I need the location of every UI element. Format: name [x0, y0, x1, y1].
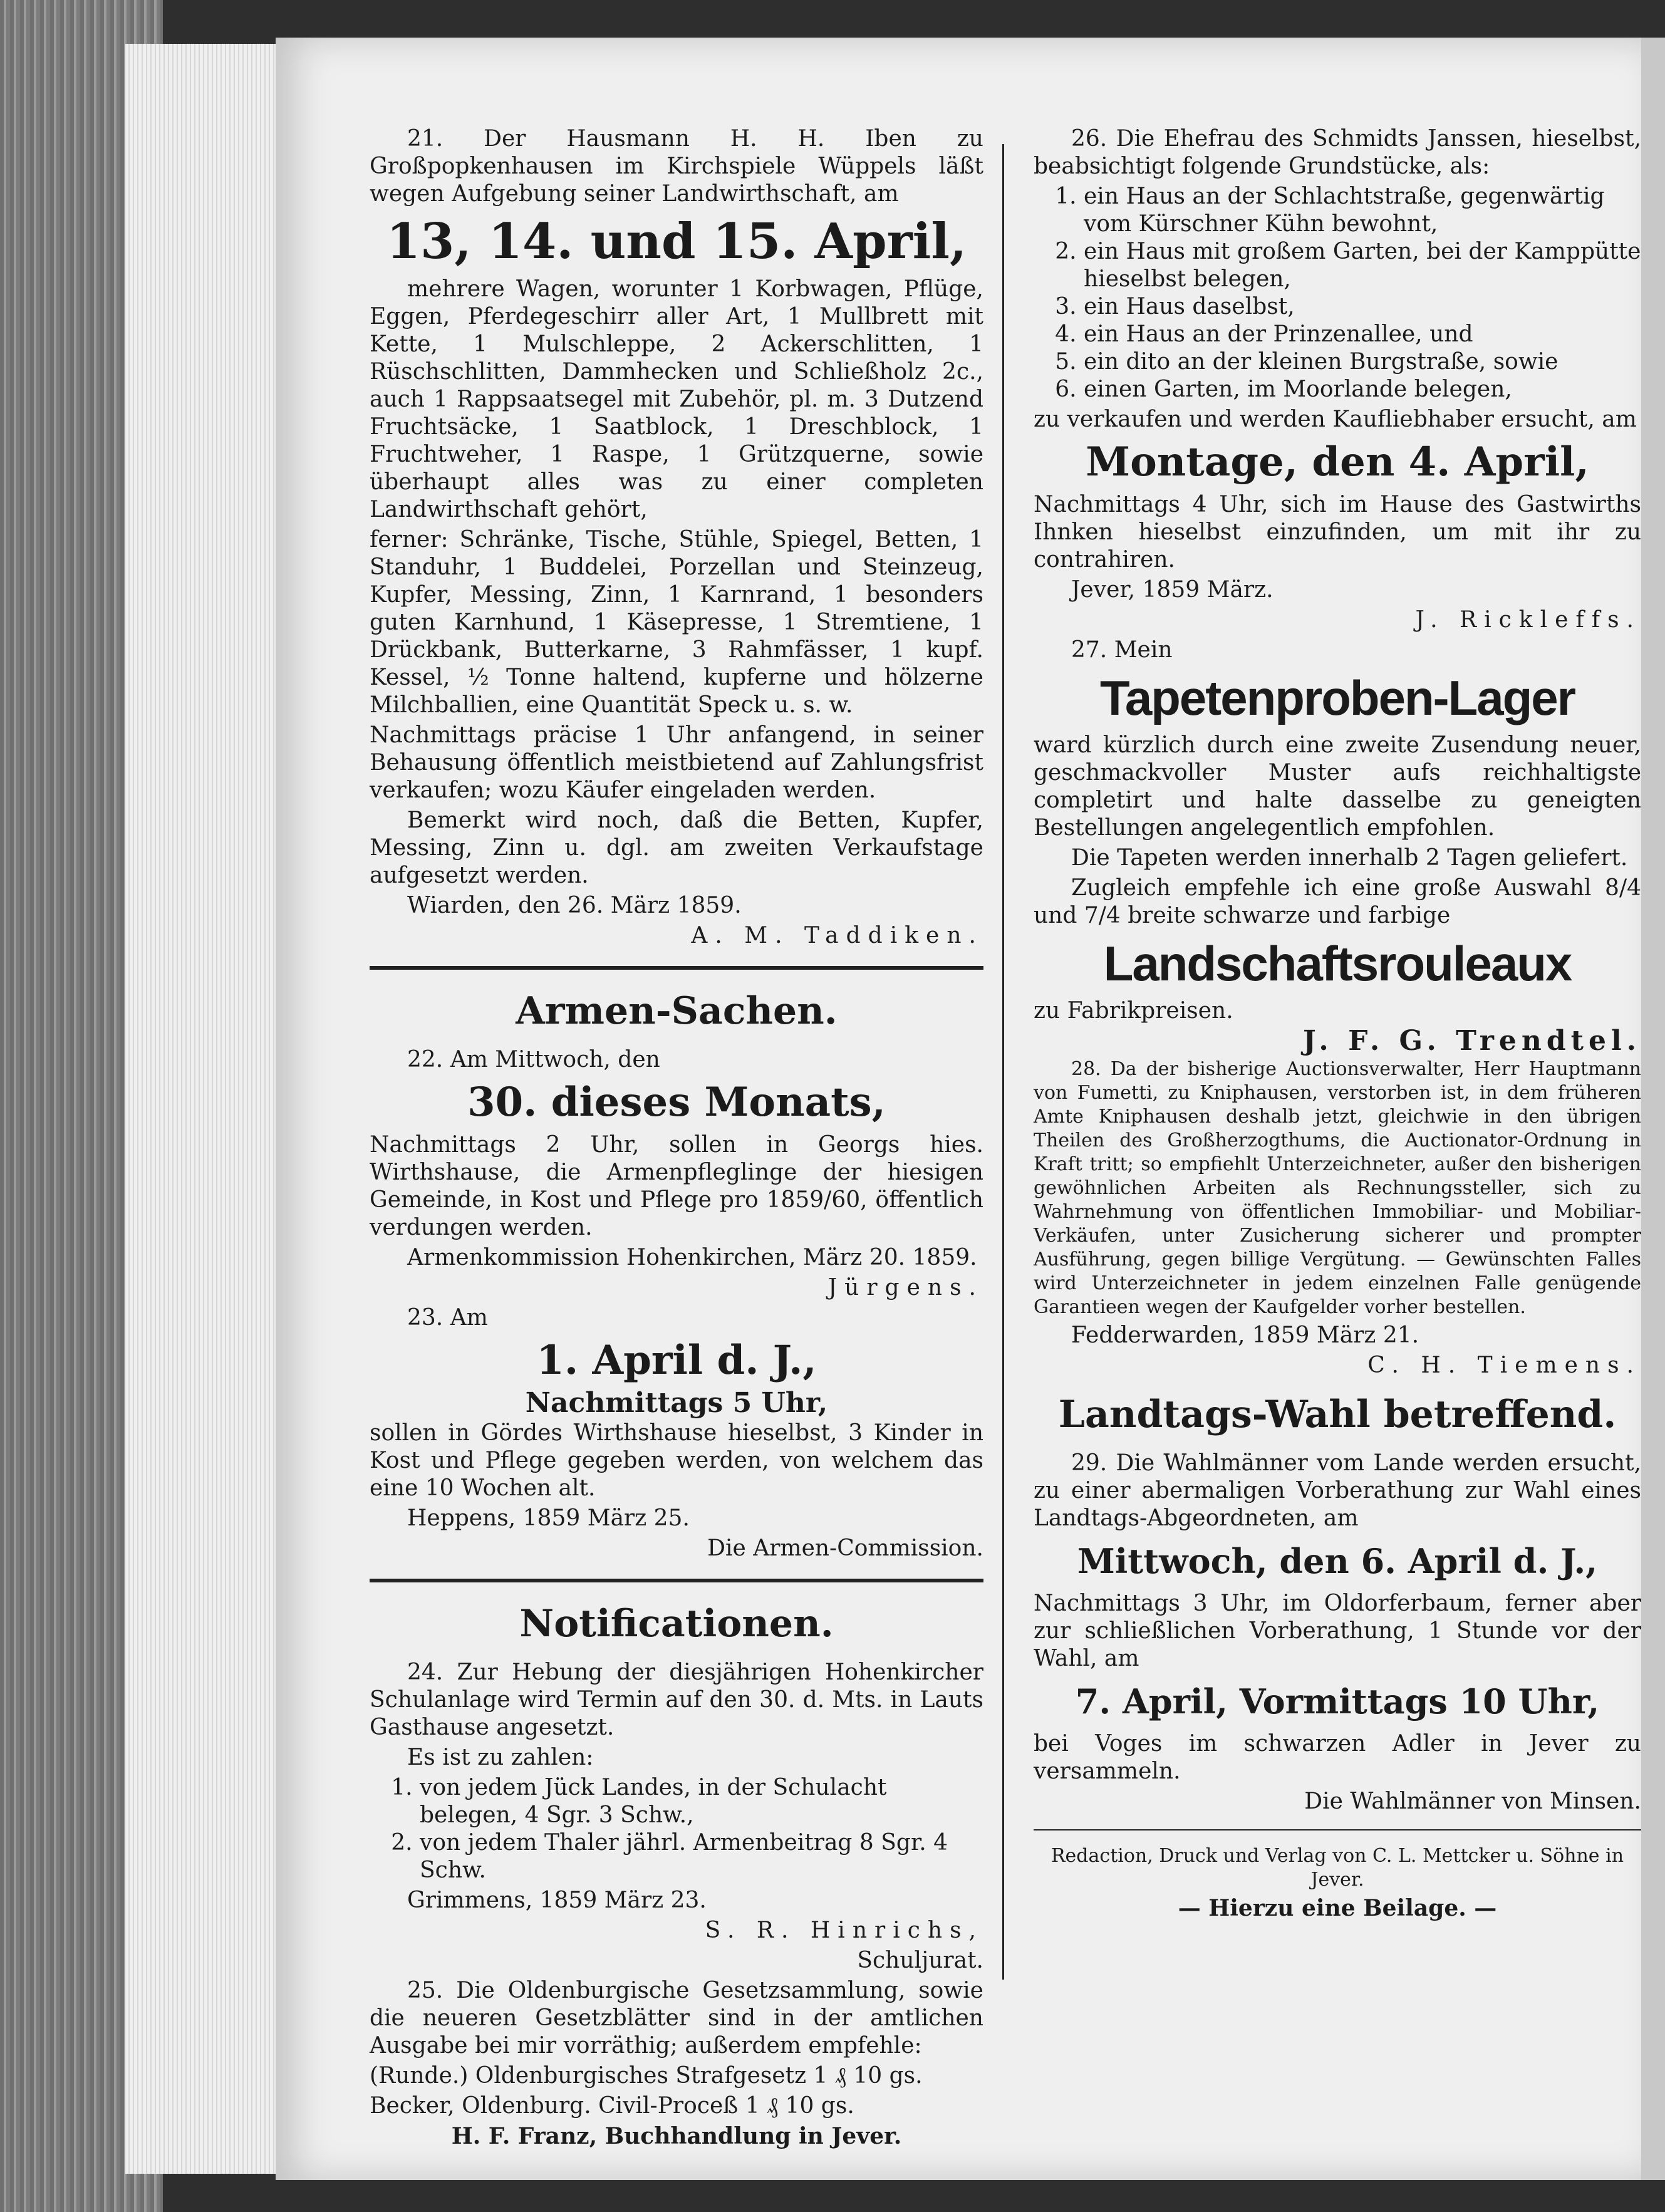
- notice-21-intro: 21. Der Hausmann H. H. Iben zu Großpopkenhausen im Kirchspiele Wüppels läßt wegen Aufgebung seiner Landwirthschaft, am: [370, 126, 983, 207]
- notice-29-date1: Mittwoch, den 6. April d. J.,: [1077, 1541, 1597, 1581]
- list-item: 3. ein Haus daselbst,: [1084, 293, 1641, 321]
- notice-29-body: Nachmittags 3 Uhr, im Oldorferbaum, ferner aber zur schließlichen Vorberathung, 1 Stunde vor der Wahl, am: [1034, 1591, 1641, 1671]
- notice-23-intro: 23. Am: [407, 1305, 488, 1331]
- notice-27-price: zu Fabrikpreisen.: [1034, 998, 1233, 1024]
- notice-26-signature: J. Rickleffs.: [1415, 607, 1641, 633]
- notice-28: [1034, 1057, 1641, 1379]
- list-item: 5. ein dito an der kleinen Burgstraße, sowie: [1084, 348, 1641, 376]
- imprint: Redaction, Druck und Verlag von C. L. Mettcker u. Söhne in Jever.: [1050, 1845, 1624, 1891]
- notice-26-place-date: Jever, 1859 März.: [1071, 577, 1273, 603]
- notice-27-headline: Tapetenproben-Lager: [1100, 670, 1575, 725]
- notice-22-body: Nachmittags 2 Uhr, sollen in Georgs hies. Wirthshause, die Armenpfleglinge der hiesigen Gemeinde, in Kost und Pflege pro 1859/60, öffentlich verdungen werden.: [370, 1132, 983, 1240]
- notice-28-body: 28. Da der bisherige Auctionsverwalter, Herr Hauptmann von Fumetti, zu Kniphausen, verstorben ist, in dem früheren Amte Kniphausen deshalb jetzt, gleichwie in den übrigen Theilen des Großherzogthums, die Auctionator-Ordnung in Kraft tritt; so empfiehlt Unterzeichneter, außer den bisherigen gewöhnlichen Arbeiten als Rechnungssteller, sich zu Wahrnehmung von öffentlichen Immobiliar- und Mobiliar-Verkäufen, unter Zusicherung sicherer und prompter Ausführung, gegen billige Vergütung. — Gewünschten Falles wird Unterzeichneter in jedem einzelnen Falle genügende Garantieen wegen der Kaufgelder vorher bestellen.: [1034, 1058, 1641, 1318]
- notice-29-signature: Die Wahlmänner von Minsen.: [1304, 1789, 1641, 1814]
- notice-29-date2: 7. April, Vormittags 10 Uhr,: [1075, 1681, 1600, 1721]
- notice-22-place-date: Armenkommission Hohenkirchen, März 20. 1859.: [407, 1245, 977, 1270]
- notice-29-intro: 29. Die Wahlmänner vom Lande werden ersucht, zu einer abermaligen Vorberathung zur Wahl eines Landtags-Abgeordneten, am: [1034, 1450, 1641, 1531]
- notice-27-intro: 27. Mein: [1071, 637, 1173, 663]
- notice-27-extra: Zugleich empfehle ich eine große Auswahl 8/4 und 7/4 breite schwarze und farbige: [1034, 875, 1641, 928]
- notice-26-tail: zu verkaufen und werden Kaufliebhaber ersucht, am: [1034, 407, 1637, 432]
- notice-23-place-date: Heppens, 1859 März 25.: [407, 1505, 690, 1531]
- imprint-rule: [1034, 1829, 1641, 1830]
- notice-22-intro: 22. Am Mittwoch, den: [407, 1047, 660, 1072]
- notice-25-signature: H. F. Franz, Buchhandlung in Jever.: [451, 2123, 902, 2149]
- notice-21-body: mehrere Wagen, worunter 1 Korbwagen, Pflüge, Eggen, Pferdegeschirr aller Art, 1 Mullbrett mit Kette, 1 Mulschleppe, 2 Ackerschlitten, 1 Rüschschlitten, Dammhecken und Schließholz 2c., auch 1 Rappsaatsegel mit Zubehör, pl. m. 3 Dutzend Fruchtsäcke, 1 Saatblock, 1 Dreschblock, 1 Fruchtweher, 1 Raspe, 1 Grützquerne, sowie überhaupt alles was zu einer completen Landwirthschaft gehört,: [370, 276, 983, 522]
- notice-27-signature: J. F. G. Trendtel.: [1303, 1025, 1641, 1057]
- notice-25-book: Becker, Oldenburg. Civil-Proceß 1 ₰ 10 gs.: [370, 2093, 854, 2119]
- list-item: 2. von jedem Thaler jährl. Armenbeitrag 8 Sgr. 4 Schw.: [420, 1829, 983, 1884]
- notice-23-signature: Die Armen-Commission.: [707, 1535, 983, 1561]
- notice-29: [1034, 1450, 1641, 1815]
- notice-24-signature: S. R. Hinrichs,: [705, 1918, 983, 1943]
- left-column: [370, 125, 983, 2152]
- notice-28-signature: C. H. Tiemens.: [1367, 1353, 1641, 1378]
- notice-27-delivery: Die Tapeten werden innerhalb 2 Tagen geliefert.: [1071, 845, 1628, 871]
- notice-24-place-date: Grimmens, 1859 März 23.: [407, 1887, 707, 1913]
- notice-26: [1034, 125, 1641, 634]
- section-rule: [370, 1579, 983, 1582]
- page-stack: [125, 44, 282, 2174]
- notice-29-tail: bei Voges im schwarzen Adler in Jever zu versammeln.: [1034, 1731, 1641, 1784]
- list-item: 2. ein Haus mit großem Garten, bei der Kamppütte hieselbst belegen,: [1084, 238, 1641, 293]
- notice-21-ferner: ferner: Schränke, Tische, Stühle, Spiegel, Betten, 1 Standuhr, 1 Buddelei, Porzellan und Steinzeug, Kupfer, Messing, Zinn, 1 Karnrand, 1 besonders guten Karnhund, 1 Käsepresse, 1 Stremtiene, 1 Drückbank, Butterkarne, 3 Rahmfässer, 1 kupf. Kessel, ½ Tonne haltend, kupferne und hölzerne Milchballien, eine Quantität Speck u. s. w.: [370, 527, 983, 718]
- section-notificationen: Notificationen.: [519, 1602, 834, 1646]
- notice-26-date: Montage, den 4. April,: [1086, 439, 1589, 485]
- notice-21-time: Nachmittags präcise 1 Uhr anfangend, in seiner Behausung öffentlich meistbietend auf Zahlungsfrist verkaufen; wozu Käufer eingeladen werden.: [370, 722, 983, 803]
- notice-22-signature: Jürgens.: [827, 1275, 983, 1301]
- notice-23-time: Nachmittags 5 Uhr,: [525, 1387, 828, 1419]
- section-rule: [370, 966, 983, 970]
- notice-26-items: [1034, 183, 1641, 403]
- notice-25-book: (Runde.) Oldenburgisches Strafgesetz 1 ₰ 10 gs.: [370, 2063, 923, 2089]
- notice-25-intro: 25. Die Oldenburgische Gesetzsammlung, sowie die neueren Gesetzblätter sind in der amtlichen Ausgabe bei mir vorräthig; außerdem empfehle:: [370, 1978, 983, 2059]
- supplement-note: — Hierzu eine Beilage. —: [1178, 1895, 1497, 1921]
- notice-27-headline2: Landschaftsrouleaux: [1103, 936, 1572, 991]
- list-item: 4. ein Haus an der Prinzenallee, und: [1084, 321, 1641, 348]
- notice-25: [370, 1977, 983, 2150]
- notice-23-body: sollen in Gördes Wirthshause hieselbst, 3 Kinder in Kost und Pflege gegeben werden, von welchem das eine 10 Wochen alt.: [370, 1420, 983, 1501]
- page-right-edge: [1641, 38, 1665, 2180]
- notice-21-note: Bemerkt wird noch, daß die Betten, Kupfer, Messing, Zinn u. dgl. am zweiten Verkaufstage aufgesetzt werden.: [370, 807, 983, 888]
- notice-24-lead: Es ist zu zahlen:: [407, 1745, 594, 1770]
- notice-27: [1034, 636, 1641, 1055]
- section-landtags-wahl: Landtags-Wahl betreffend.: [1058, 1393, 1617, 1436]
- right-column: [1034, 125, 1641, 1924]
- notice-21-place-date: Wiarden, den 26. März 1859.: [407, 893, 742, 918]
- column-divider: [1002, 144, 1004, 1980]
- notice-24-role: Schuljurat.: [857, 1948, 983, 1973]
- notice-21-dates: 13, 14. und 15. April,: [386, 213, 967, 270]
- notice-24: [370, 1659, 983, 1975]
- notice-23-date: 1. April d. J.,: [536, 1337, 817, 1384]
- notice-24-items: [370, 1774, 983, 1884]
- notice-22: [370, 1046, 983, 1302]
- notice-27-body: ward kürzlich durch eine zweite Zusendung neuer, geschmackvoller Muster aufs reichhaltigste completirt und halte dasselbe zu geneigten Bestellungen angelegentlich empfohlen.: [1034, 732, 1641, 841]
- notice-28-place-date: Fedderwarden, 1859 März 21.: [1071, 1322, 1419, 1348]
- list-item: 1. von jedem Jück Landes, in der Schulacht belegen, 4 Sgr. 3 Schw.,: [420, 1774, 983, 1829]
- notice-21: [370, 125, 983, 950]
- list-item: 6. einen Garten, im Moorlande belegen,: [1084, 376, 1641, 403]
- notice-24-intro: 24. Zur Hebung der diesjährigen Hohenkircher Schulanlage wird Termin auf den 30. d. Mts. in Lauts Gasthause angesetzt.: [370, 1659, 983, 1740]
- list-item: 1. ein Haus an der Schlachtstraße, gegenwärtig vom Kürschner Kühn bewohnt,: [1084, 183, 1641, 238]
- notice-23: [370, 1304, 983, 1562]
- notice-26-body: Nachmittags 4 Uhr, sich im Hause des Gastwirths Ihnken hieselbst einzufinden, um mit ihr zu contrahiren.: [1034, 492, 1641, 573]
- notice-26-intro: 26. Die Ehefrau des Schmidts Janssen, hieselbst, beabsichtigt folgende Grundstücke, als:: [1034, 126, 1641, 179]
- notice-22-date: 30. dieses Monats,: [467, 1079, 886, 1126]
- section-armen-sachen: Armen-Sachen.: [516, 989, 838, 1033]
- notice-21-signature: A. M. Taddiken.: [691, 923, 983, 948]
